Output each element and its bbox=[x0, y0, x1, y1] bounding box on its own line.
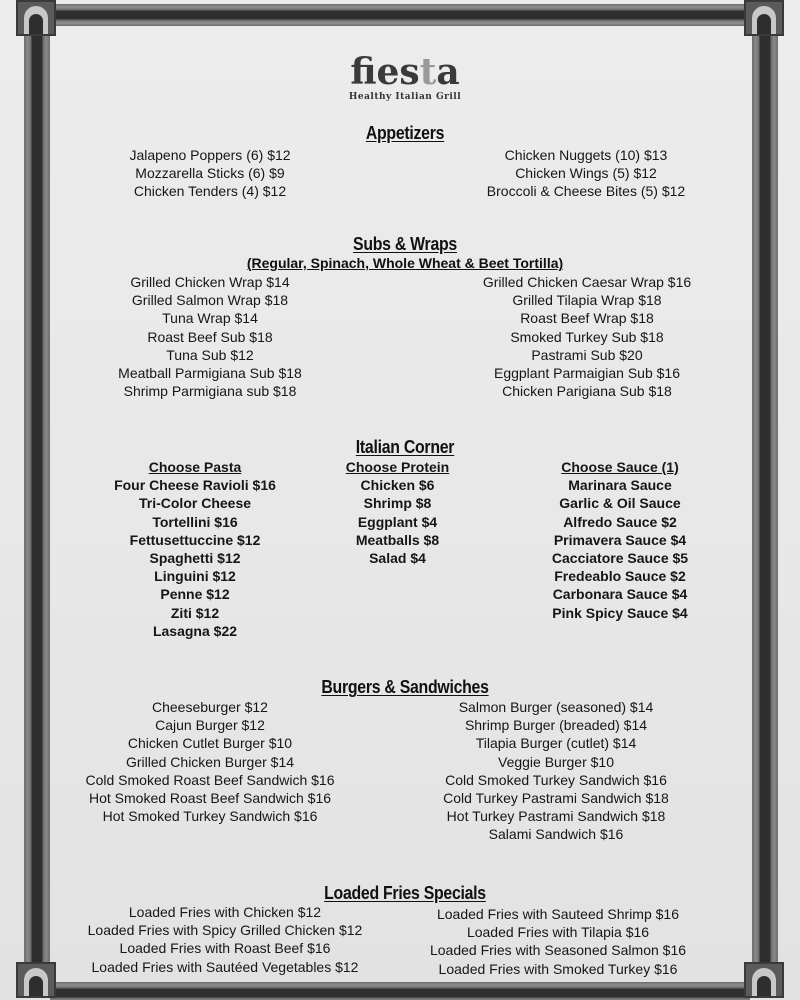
menu-item: Hot Turkey Pastrami Sandwich $18 bbox=[446, 808, 666, 825]
menu-item: Loaded Fries with Spicy Grilled Chicken $12 bbox=[87, 922, 363, 939]
menu-item: Meatball Parmigiana Sub $18 bbox=[118, 365, 302, 382]
appetizers-right-column bbox=[456, 146, 716, 201]
menu-item: Roast Beef Sub $18 bbox=[147, 328, 273, 345]
menu-item: Ziti $12 bbox=[170, 604, 220, 621]
menu-item: Grilled Tilapia Wrap $18 bbox=[512, 292, 662, 309]
menu-item: Four Cheese Ravioli $16 bbox=[114, 477, 276, 494]
subs-wraps-left-column bbox=[70, 273, 350, 400]
section-title-italian-corner: Italian Corner bbox=[355, 437, 455, 457]
menu-item: Cold Smoked Turkey Sandwich $16 bbox=[445, 771, 667, 788]
menu-item: Loaded Fries with Sautéed Vegetables $12 bbox=[91, 958, 359, 975]
menu-item: Carbonara Sauce $4 bbox=[552, 586, 688, 603]
protein-heading: Choose Protein bbox=[345, 459, 450, 475]
menu-item: Loaded Fries with Smoked Turkey $16 bbox=[438, 960, 678, 977]
menu-item: Tri-Color Cheese bbox=[138, 495, 252, 512]
menu-item: Alfredo Sauce $2 bbox=[563, 513, 677, 530]
menu-item: Fettusettuccine $12 bbox=[129, 531, 261, 548]
menu-item: Grilled Chicken Burger $14 bbox=[125, 753, 295, 770]
menu-item: Loaded Fries with Chicken $12 bbox=[128, 904, 322, 920]
menu-item: Chicken Tenders (4) $12 bbox=[133, 183, 287, 200]
menu-item: Salami Sandwich $16 bbox=[488, 826, 624, 843]
menu-item: Jalapeno Poppers (6) $12 bbox=[129, 147, 291, 163]
restaurant-logo bbox=[60, 52, 750, 102]
menu-item: Cold Turkey Pastrami Sandwich $18 bbox=[443, 790, 669, 807]
corner-ornament-icon bbox=[744, 0, 784, 36]
menu-item: Chicken Cutlet Burger $10 bbox=[127, 735, 293, 752]
menu-item: Shrimp $8 bbox=[363, 495, 432, 512]
corner-ornament-icon bbox=[744, 962, 784, 998]
section-title-loaded-fries: Loaded Fries Specials bbox=[324, 883, 486, 903]
sauce-column bbox=[530, 458, 710, 622]
loaded-fries-right-column bbox=[424, 905, 692, 978]
left-border bbox=[24, 30, 50, 970]
menu-content bbox=[60, 0, 750, 1000]
menu-item: Linguini $12 bbox=[154, 568, 236, 585]
menu-item: Eggplant Parmaigian Sub $16 bbox=[493, 365, 681, 382]
burgers-right-column bbox=[426, 698, 686, 844]
loaded-fries-left-column bbox=[60, 903, 390, 976]
menu-item: Primavera Sauce $4 bbox=[553, 531, 687, 548]
subs-wraps-right-column bbox=[452, 273, 722, 400]
right-border bbox=[752, 30, 778, 970]
menu-item: Pink Spicy Sauce $4 bbox=[552, 604, 688, 621]
menu-item: Lasagna $22 bbox=[152, 622, 238, 639]
pasta-heading: Choose Pasta bbox=[148, 459, 242, 475]
menu-item: Roast Beef Wrap $18 bbox=[520, 310, 654, 327]
menu-item: Hot Smoked Turkey Sandwich $16 bbox=[102, 808, 318, 825]
menu-item: Penne $12 bbox=[160, 586, 230, 603]
menu-item: Grilled Chicken Caesar Wrap $16 bbox=[482, 274, 692, 290]
section-title-subs-wraps: Subs & Wraps bbox=[353, 234, 457, 254]
burgers-left-column bbox=[60, 698, 360, 825]
menu-item: Salad $4 bbox=[369, 550, 426, 567]
menu-item: Loaded Fries with Roast Beef $16 bbox=[119, 940, 331, 957]
menu-item: Chicken Parigiana Sub $18 bbox=[502, 383, 672, 400]
menu-item: Grilled Salmon Wrap $18 bbox=[131, 292, 289, 309]
menu-item: Tortellini $16 bbox=[152, 513, 238, 530]
menu-item: Shrimp Burger (breaded) $14 bbox=[464, 717, 648, 734]
menu-item: Smoked Turkey Sub $18 bbox=[510, 328, 664, 345]
menu-item: Grilled Chicken Wrap $14 bbox=[130, 274, 290, 290]
protein-column bbox=[330, 458, 465, 567]
menu-item: Pastrami Sub $20 bbox=[531, 346, 643, 363]
menu-item: Tuna Sub $12 bbox=[166, 346, 254, 363]
menu-item: Marinara Sauce bbox=[568, 477, 672, 494]
menu-item: Chicken $6 bbox=[360, 477, 435, 494]
bowtie-pasta-icon: t bbox=[419, 51, 437, 93]
menu-item: Tilapia Burger (cutlet) $14 bbox=[475, 735, 637, 752]
section-title-burgers-sandwiches: Burgers & Sandwiches bbox=[321, 677, 489, 697]
menu-item: Eggplant $4 bbox=[357, 513, 438, 530]
pasta-column bbox=[90, 458, 300, 640]
restaurant-name bbox=[60, 52, 750, 92]
corner-ornament-icon bbox=[16, 962, 56, 998]
menu-item: Chicken Wings (5) $12 bbox=[515, 165, 657, 182]
menu-item: Chicken Nuggets (10) $13 bbox=[504, 147, 668, 163]
menu-item: Cajun Burger $12 bbox=[155, 717, 265, 734]
menu-item: Veggie Burger $10 bbox=[498, 753, 614, 770]
corner-ornament-icon bbox=[16, 0, 56, 36]
menu-item: Cold Smoked Roast Beef Sandwich $16 bbox=[85, 771, 335, 788]
menu-item: Hot Smoked Roast Beef Sandwich $16 bbox=[88, 790, 332, 807]
menu-item: Loaded Fries with Tilapia $16 bbox=[466, 924, 650, 941]
menu-item: Fredeablo Sauce $2 bbox=[554, 568, 686, 585]
menu-item: Loaded Fries with Seasoned Salmon $16 bbox=[429, 942, 687, 959]
menu-item: Cacciatore Sauce $5 bbox=[551, 550, 689, 567]
menu-item: Tuna Wrap $14 bbox=[162, 310, 258, 327]
section-subtitle-tortilla-options: (Regular, Spinach, Whole Wheat & Beet Tortilla) bbox=[246, 255, 564, 271]
appetizers-left-column bbox=[80, 146, 340, 201]
section-title-appetizers: Appetizers bbox=[365, 123, 445, 143]
logo-text-prefix: fies bbox=[350, 51, 420, 93]
restaurant-tagline: Healthy Italian Grill bbox=[348, 92, 462, 102]
menu-item: Loaded Fries with Sauteed Shrimp $16 bbox=[436, 906, 680, 922]
menu-item: Cheeseburger $12 bbox=[152, 699, 268, 715]
logo-text-suffix: a bbox=[436, 51, 460, 93]
menu-item: Spaghetti $12 bbox=[149, 550, 241, 567]
menu-item: Salmon Burger (seasoned) $14 bbox=[458, 699, 654, 715]
menu-item: Meatballs $8 bbox=[355, 531, 440, 548]
menu-item: Garlic & Oil Sauce bbox=[559, 495, 681, 512]
menu-item: Shrimp Parmigiana sub $18 bbox=[123, 383, 297, 400]
sauce-heading: Choose Sauce (1) bbox=[561, 459, 679, 475]
menu-item: Mozzarella Sticks (6) $9 bbox=[135, 165, 285, 182]
menu-item: Broccoli & Cheese Bites (5) $12 bbox=[486, 183, 686, 200]
